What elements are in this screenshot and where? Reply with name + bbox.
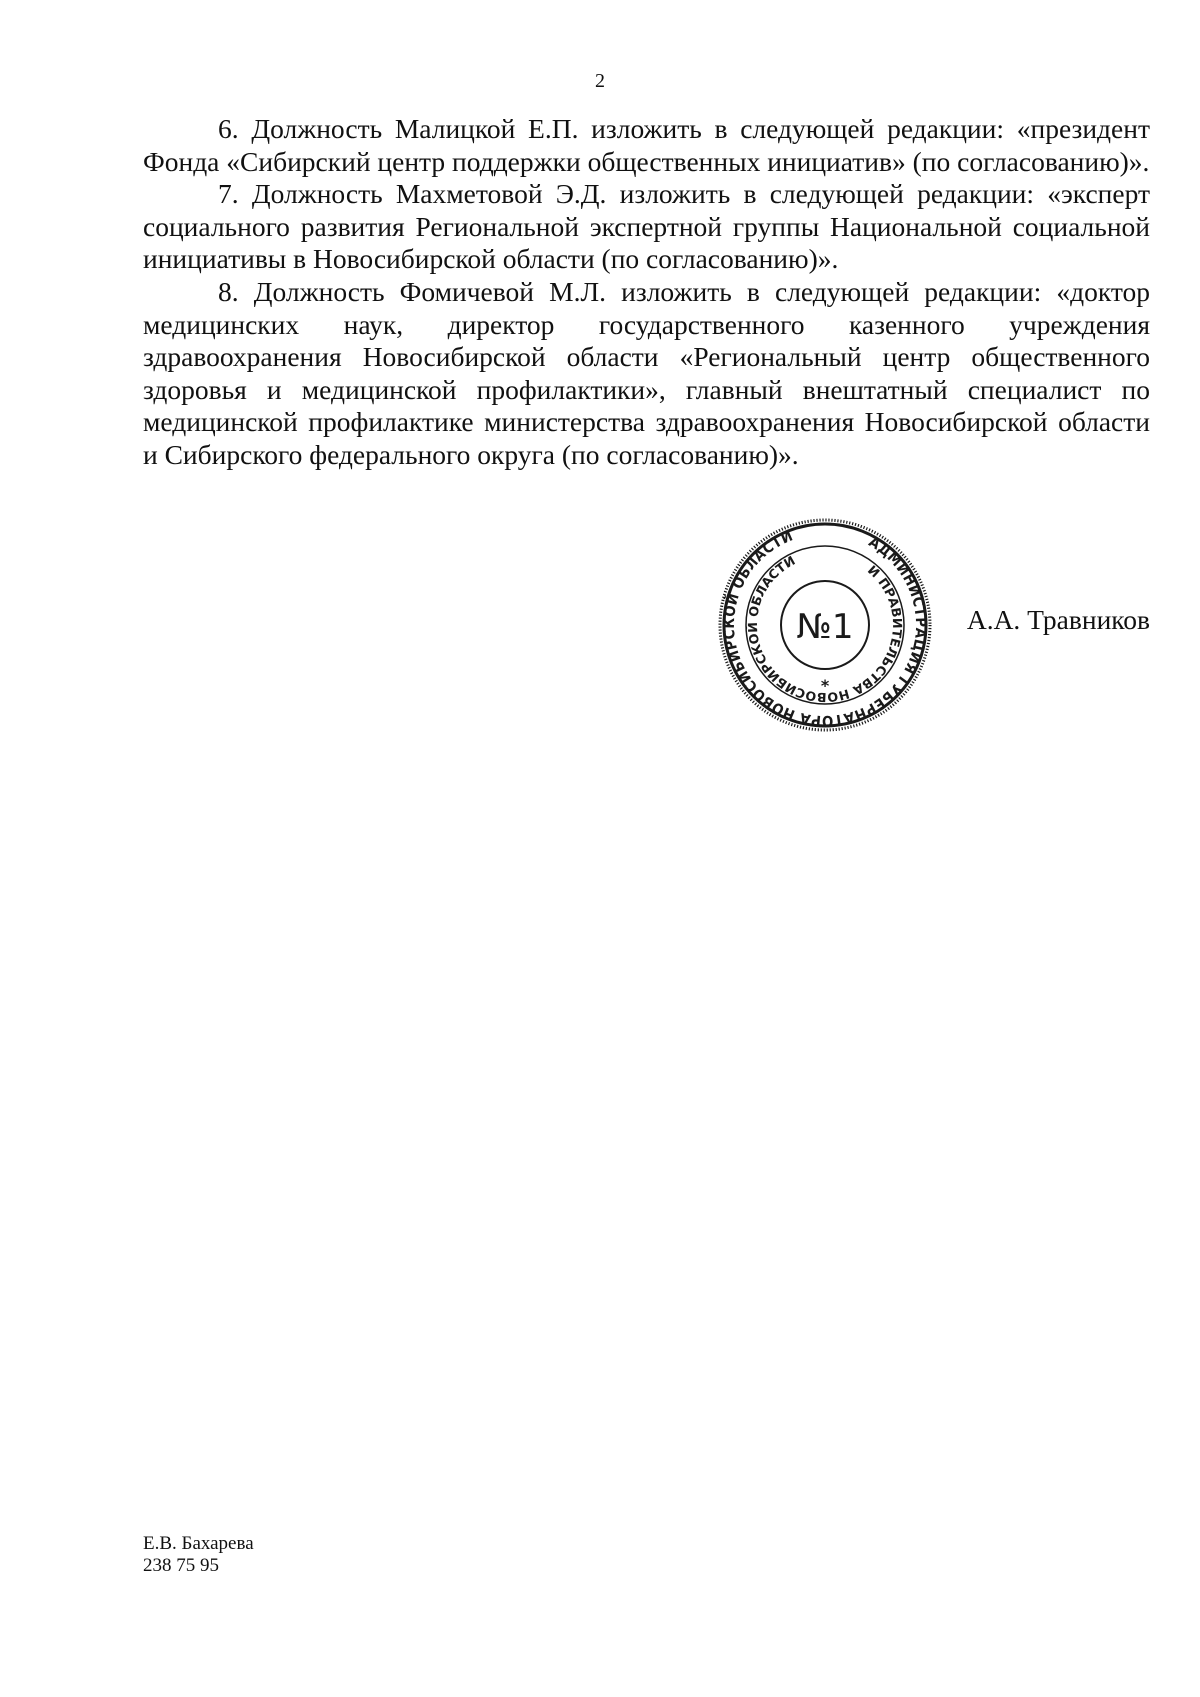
paragraph-7: 7. Должность Махметовой Э.Д. изложить в следующей редакции: «эксперт социального развития Региональной экспертной группы Национальной социальной инициативы в Новосибирской области (по согласованию)». — [143, 178, 1150, 275]
signature-name: А.А. Травников — [966, 604, 1150, 635]
paragraph-6: 6. Должность Малицкой Е.П. изложить в следующей редакции: «президент Фонда «Сибирский центр поддержки общественных инициатив» (по согласованию)». — [143, 113, 1150, 177]
page-number: 2 — [595, 70, 605, 92]
paragraph-8: 8. Должность Фомичевой М.Л. изложить в следующей редакции: «доктор медицинских наук, директор государственного казенного учреждения здравоохранения Новосибирской области «Региональный центр общественного здоровья и медицинской профилактики», главный внештатный специалист по медицинской профилактике министерства здравоохранения Новосибирской области и Сибирского федерального округа (по согласованию)». — [143, 275, 1150, 470]
official-seal — [718, 518, 932, 732]
executor-phone: 238 75 95 — [143, 1555, 219, 1576]
seal-star: * — [820, 676, 830, 695]
seal-outer-text: АДМИНИСТРАЦИЯ ГУБЕРНАТОРА НОВОСИБИРСКОЙ ОБЛАСТИ — [719, 525, 931, 731]
footer-executor-info — [143, 1533, 254, 1577]
seal-number: №1 — [796, 607, 854, 647]
document-body — [143, 113, 1150, 472]
seal-inner-text: И ПРАВИТЕЛЬСТВА НОВОСИБИРСКОЙ ОБЛАСТИ — [744, 552, 906, 706]
executor-name: Е.В. Бахарева — [143, 1533, 254, 1554]
